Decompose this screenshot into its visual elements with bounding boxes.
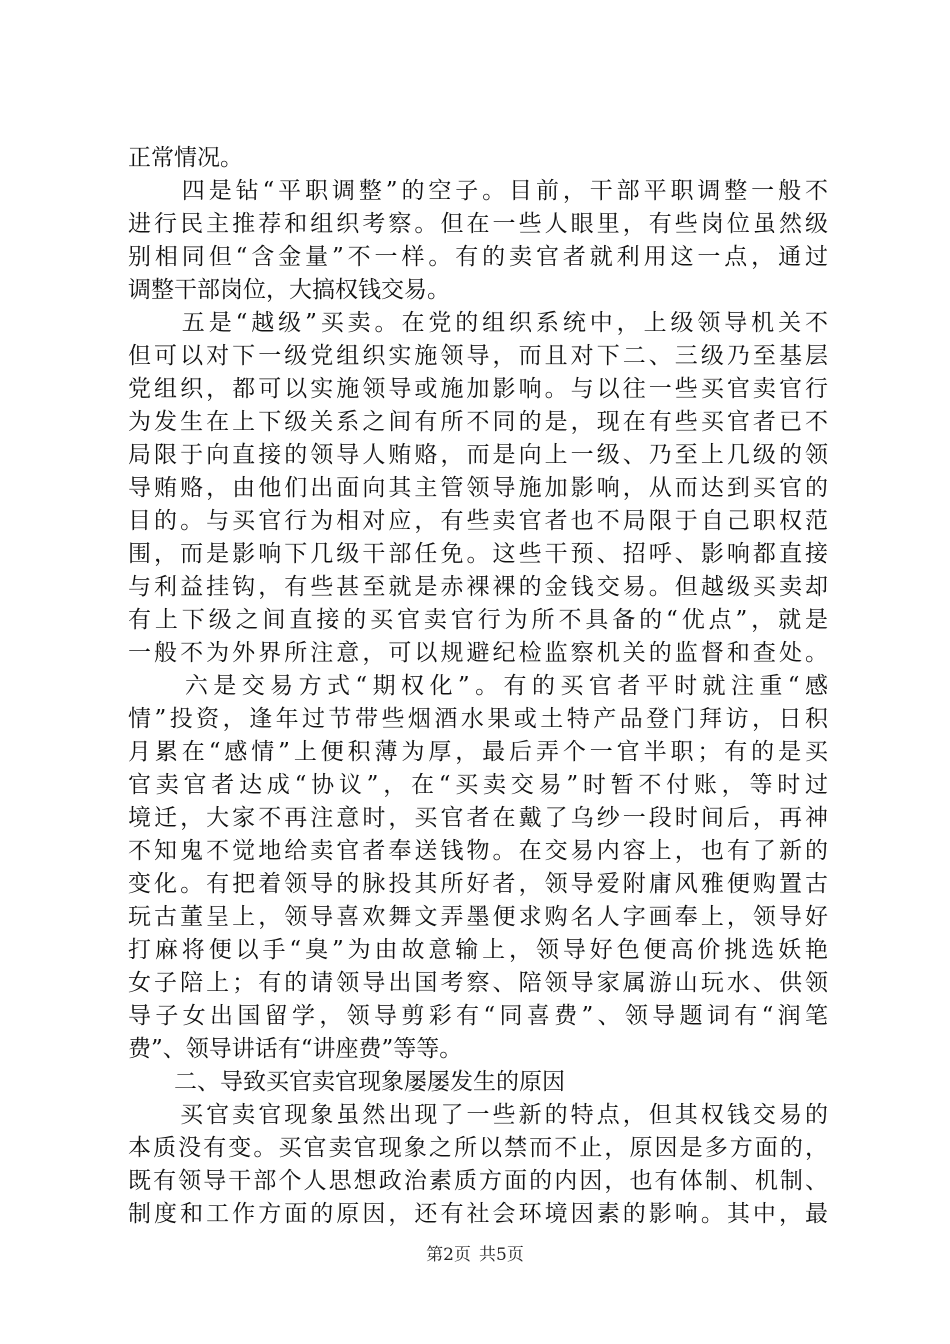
text-line: 六是交易方式“期权化”。有的买官者平时就注重“感 bbox=[128, 673, 828, 699]
text-line: 打麻将便以手“臭”为由故意输上，领导好色便高价挑选妖艳 bbox=[128, 937, 828, 963]
text-line: 既有领导干部个人思想政治素质方面的内因，也有体制、机制、 bbox=[128, 1168, 828, 1194]
text-line: 局限于向直接的领导人贿赂，而是向上一级、乃至上几级的领 bbox=[128, 442, 828, 468]
text-line: 不知鬼不觉地给卖官者奉送钱物。在交易内容上，也有了新的 bbox=[128, 838, 828, 864]
page-number: 第2页 bbox=[426, 1245, 471, 1265]
text-line: 有上下级之间直接的买官卖官行为所不具备的“优点”，就是 bbox=[128, 607, 828, 633]
text-line: 调整干部岗位，大搞权钱交易。 bbox=[128, 277, 450, 303]
text-line: 导贿赂，由他们出面向其主管领导施加影响，从而达到买官的 bbox=[128, 475, 828, 501]
text-line: 正常情况。 bbox=[128, 145, 243, 171]
page-footer bbox=[0, 1244, 950, 1266]
text-line: 导子女出国留学，领导剪彩有“同喜费”、领导题词有“润笔 bbox=[128, 1003, 828, 1029]
text-line: 制度和工作方面的原因，还有社会环境因素的影响。其中，最 bbox=[128, 1201, 828, 1227]
text-line: 四是钻“平职调整”的空子。目前，干部平职调整一般不 bbox=[128, 178, 828, 204]
text-line: 变化。有把着领导的脉投其所好者，领导爱附庸风雅便购置古 bbox=[128, 871, 828, 897]
text-line: 围，而是影响下几级干部任免。这些干预、招呼、影响都直接 bbox=[128, 541, 828, 567]
text-line: 玩古董呈上，领导喜欢舞文弄墨便求购名人字画奉上，领导好 bbox=[128, 904, 828, 930]
text-line: 与利益挂钩，有些甚至就是赤裸裸的金钱交易。但越级买卖却 bbox=[128, 574, 828, 600]
text-line: 别相同但“含金量”不一样。有的卖官者就利用这一点，通过 bbox=[128, 244, 828, 270]
text-line: 月累在“感情”上便积薄为厚，最后弄个一官半职；有的是买 bbox=[128, 739, 828, 765]
text-line: 本质没有变。买官卖官现象之所以禁而不止，原因是多方面的， bbox=[128, 1135, 828, 1161]
text-line: 境迁，大家不再注意时，买官者在戴了乌纱一段时间后，再神 bbox=[128, 805, 828, 831]
text-line: 目的。与买官行为相对应，有些卖官者也不局限于自己职权范 bbox=[128, 508, 828, 534]
text-line: 党组织，都可以实施领导或施加影响。与以往一些买官卖官行 bbox=[128, 376, 828, 402]
text-line: 费”、领导讲话有“讲座费”等等。 bbox=[128, 1036, 463, 1062]
section-heading: 二、导致买官卖官现象屡屡发生的原因 bbox=[128, 1069, 565, 1095]
text-line: 为发生在上下级关系之间有所不同的是，现在有些买官者已不 bbox=[128, 409, 828, 435]
text-line: 五是“越级”买卖。在党的组织系统中，上级领导机关不 bbox=[128, 310, 828, 336]
text-line: 进行民主推荐和组织考察。但在一些人眼里，有些岗位虽然级 bbox=[128, 211, 828, 237]
text-line: 但可以对下一级党组织实施领导，而且对下二、三级乃至基层 bbox=[128, 343, 828, 369]
text-line: 官卖官者达成“协议”，在“买卖交易”时暂不付账，等时过 bbox=[128, 772, 828, 798]
text-line: 买官卖官现象虽然出现了一些新的特点，但其权钱交易的 bbox=[128, 1102, 828, 1128]
text-line: 一般不为外界所注意，可以规避纪检监察机关的监督和查处。 bbox=[128, 640, 828, 666]
text-line: 情”投资，逢年过节带些烟酒水果或土特产品登门拜访，日积 bbox=[128, 706, 828, 732]
text-line: 女子陪上；有的请领导出国考察、陪领导家属游山玩水、供领 bbox=[128, 970, 828, 996]
page-total: 共5页 bbox=[479, 1245, 524, 1265]
